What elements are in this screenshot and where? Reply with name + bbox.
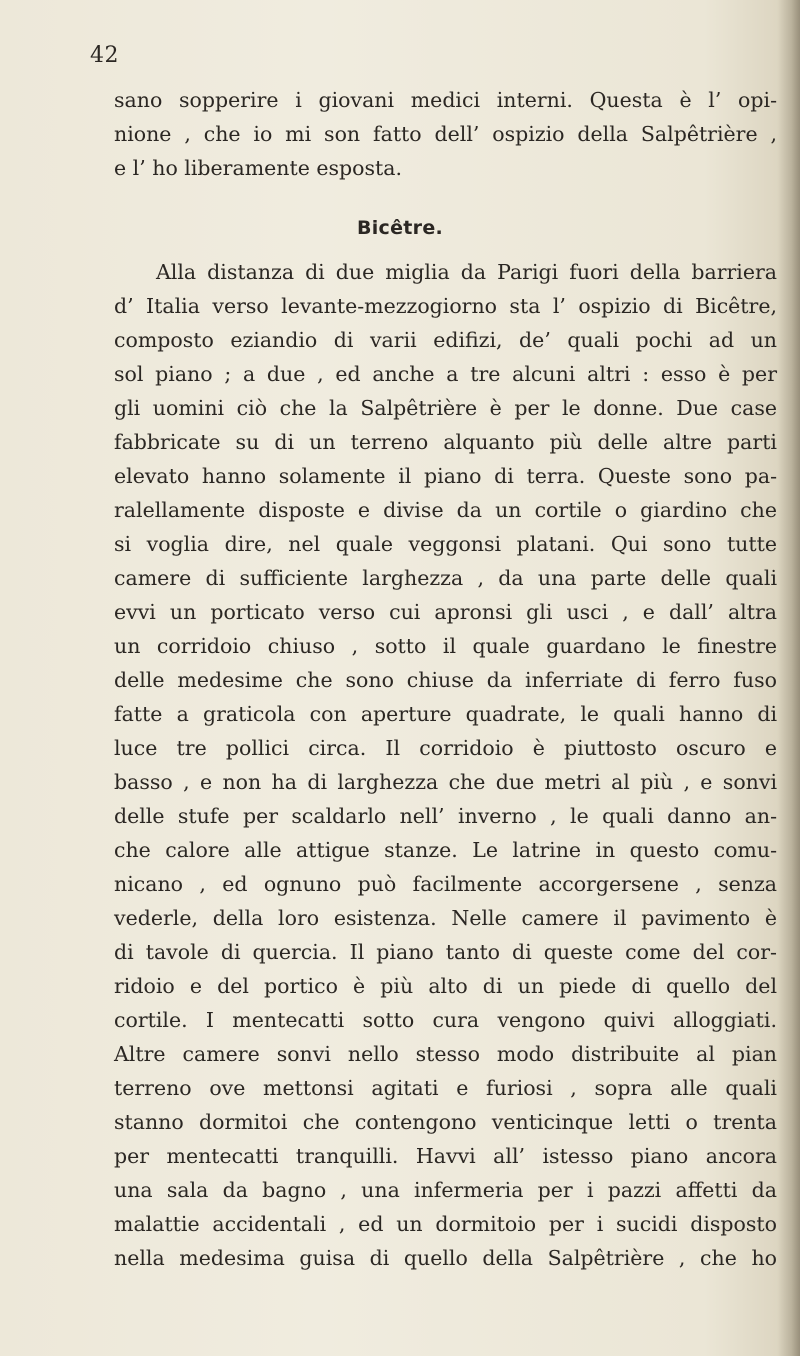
- text-line: delle medesime che sono chiuse da inferriate di ferro fuso: [114, 668, 777, 692]
- text-line: di tavole di quercia. Il piano tanto di queste come del cor-: [114, 940, 777, 964]
- text-line: si voglia dire, nel quale veggonsi platani. Qui sono tutte: [114, 532, 777, 556]
- text-line: ridoio e del portico è più alto di un piede di quello del: [114, 974, 777, 998]
- page-number: 42: [90, 43, 119, 68]
- text-line: sol piano ; a due , ed anche a tre alcuni altri : esso è per: [114, 362, 777, 386]
- text-line: cortile. I mentecatti sotto cura vengono quivi alloggiati.: [114, 1008, 777, 1032]
- text-line: un corridoio chiuso , sotto il quale guardano le finestre: [114, 634, 777, 658]
- page-edge-shadow: [778, 0, 800, 1356]
- text-line: luce tre pollici circa. Il corridoio è piuttosto oscuro e: [114, 736, 777, 760]
- text-line: sano sopperire i giovani medici interni. Questa è l’ opi-: [114, 88, 777, 112]
- text-line: Altre camere sonvi nello stesso modo distribuite al pian: [114, 1042, 777, 1066]
- text-line: evvi un porticato verso cui apronsi gli usci , e dall’ altra: [114, 600, 777, 624]
- text-line: una sala da bagno , una infermeria per i pazzi affetti da: [114, 1178, 777, 1202]
- text-line: delle stufe per scaldarlo nell’ inverno , le quali danno an-: [114, 804, 777, 828]
- text-line: elevato hanno solamente il piano di terra. Queste sono pa-: [114, 464, 777, 488]
- text-line: nella medesima guisa di quello della Salpêtrière , che ho: [114, 1246, 777, 1270]
- text-line: camere di sufficiente larghezza , da una parte delle quali: [114, 566, 777, 590]
- text-line: gli uomini ciò che la Salpêtrière è per le donne. Due case: [114, 396, 777, 420]
- intro-paragraph: [114, 83, 777, 185]
- text-line: d’ Italia verso levante-mezzogiorno sta l’ ospizio di Bicêtre,: [114, 294, 777, 318]
- text-line: composto eziandio di varii edifizi, de’ quali pochi ad un: [114, 328, 777, 352]
- section-heading: Bicêtre.: [356, 217, 444, 239]
- text-line: e l’ ho liberamente esposta.: [114, 156, 402, 180]
- text-line: basso , e non ha di larghezza che due metri al più , e sonvi: [114, 770, 777, 794]
- text-line: terreno ove mettonsi agitati e furiosi , sopra alle quali: [114, 1076, 777, 1100]
- text-line: fabbricate su di un terreno alquanto più delle altre parti: [114, 430, 777, 454]
- text-line: nicano , ed ognuno può facilmente accorgersene , senza: [114, 872, 777, 896]
- text-line: ralellamente disposte e divise da un cortile o giardino che: [114, 498, 777, 522]
- text-line: fatte a graticola con aperture quadrate, le quali hanno di: [114, 702, 777, 726]
- body-paragraph: [114, 255, 777, 1275]
- text-line: vederle, della loro esistenza. Nelle camere il pavimento è: [114, 906, 777, 930]
- text-line: nione , che io mi son fatto dell’ ospizio della Salpêtrière ,: [114, 122, 777, 146]
- text-line: che calore alle attigue stanze. Le latrine in questo comu-: [114, 838, 777, 862]
- text-line: stanno dormitoi che contengono venticinque letti o trenta: [114, 1110, 777, 1134]
- text-line: per mentecatti tranquilli. Havvi all’ istesso piano ancora: [114, 1144, 777, 1168]
- text-line: malattie accidentali , ed un dormitoio per i sucidi disposto: [114, 1212, 777, 1236]
- text-line: Alla distanza di due miglia da Parigi fuori della barriera: [156, 260, 777, 284]
